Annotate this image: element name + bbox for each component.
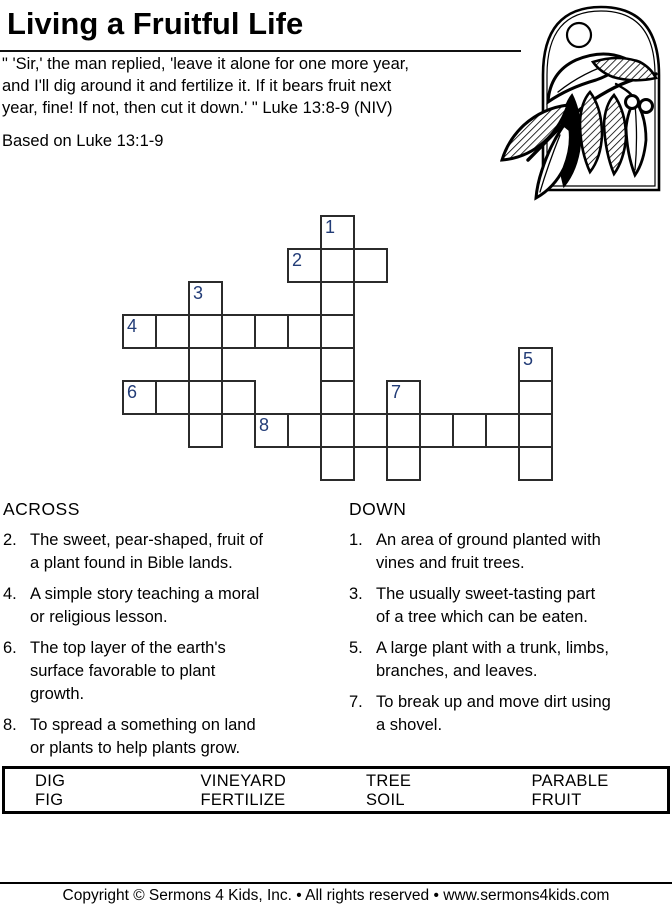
quote-line: and I'll dig around it and fertilize it. If it bears fruit next [2,77,392,95]
bank-word: FIG [35,791,64,809]
crossword-cell[interactable] [188,413,223,448]
footer-divider [0,882,672,884]
crossword-cell[interactable] [320,248,355,283]
grid-clue-number: 1 [325,217,336,237]
crossword-cell[interactable] [254,413,289,448]
clue-number: 7. [349,693,363,711]
clue-text: A simple story teaching a moral or religious lesson. [30,585,260,626]
grid-clue-number: 7 [391,382,402,402]
clue-number: 1. [349,531,363,549]
bank-word: SOIL [366,791,405,809]
crossword-cell[interactable] [221,314,256,349]
crossword-cell[interactable] [518,380,553,415]
clue-text: To spread a something on land or plants to help plants grow. [30,716,256,757]
clue-text: The usually sweet-tasting part of a tree which can be eaten. [376,585,596,626]
down-clue-7 [349,691,669,737]
down-clue-5 [349,637,669,683]
clue-text: To break up and move dirt using a shovel. [376,693,611,734]
across-clue-4 [3,583,343,629]
crossword-cell[interactable] [254,314,289,349]
grid-clue-number: 6 [127,382,138,402]
crossword-cell[interactable] [386,380,421,415]
clue-text: The sweet, pear-shaped, fruit of a plant found in Bible lands. [30,531,263,572]
crossword-cell[interactable] [188,314,223,349]
crossword-cell[interactable] [419,413,454,448]
clue-text: A large plant with a trunk, limbs, branches, and leaves. [376,639,609,680]
grid-clue-number: 3 [193,283,204,303]
bank-word: PARABLE [531,772,609,790]
grid-clue-number: 4 [127,316,138,336]
across-heading: ACROSS [3,499,80,519]
crossword-cell[interactable] [188,347,223,382]
olive-berry [640,100,653,113]
clue-number: 6. [3,639,17,657]
crossword-cell[interactable] [122,314,157,349]
clue-number: 8. [3,716,17,734]
clue-text: The top layer of the earth's surface favorable to plant growth. [30,639,226,703]
down-clue-list [349,529,669,737]
across-clue-6 [3,637,343,706]
bank-word: TREE [366,772,412,790]
across-clue-list [3,529,343,760]
quote-line: " 'Sir,' the man replied, 'leave it alone for one more year, [2,55,409,73]
olive-branch-illustration [498,0,670,210]
sun-circle [567,23,591,47]
crossword-cell[interactable] [320,380,355,415]
word-bank [2,766,670,814]
crossword-cell[interactable] [320,215,355,250]
crossword-cell[interactable] [287,413,322,448]
crossword-cell[interactable] [353,413,388,448]
crossword-cell[interactable] [485,413,520,448]
page-title: Living a Fruitful Life [7,6,304,41]
across-clues [3,499,343,768]
based-on-text: Based on Luke 13:1-9 [2,132,164,150]
down-heading: DOWN [349,499,407,519]
crossword-cell[interactable] [155,380,190,415]
clue-number: 3. [349,585,363,603]
grid-clue-number: 2 [292,250,303,270]
crossword-cell[interactable] [386,446,421,481]
across-clue-2 [3,529,343,575]
across-clue-8 [3,714,343,760]
crossword-cell[interactable] [221,380,256,415]
bank-word: VINEYARD [200,772,287,790]
crossword-cell[interactable] [353,248,388,283]
crossword-cell[interactable] [287,314,322,349]
olive-berry [626,96,639,109]
bank-word: FERTILIZE [200,791,286,809]
down-clues [349,499,669,745]
clue-text: An area of ground planted with vines and fruit trees. [376,531,601,572]
down-clue-3 [349,583,669,629]
clue-number: 2. [3,531,17,549]
down-clue-1 [349,529,669,575]
grid-clue-number: 5 [523,349,534,369]
crossword-cell[interactable] [320,314,355,349]
crossword-cell[interactable] [452,413,487,448]
clue-number: 5. [349,639,363,657]
crossword-cell[interactable] [320,347,355,382]
crossword-cell[interactable] [518,446,553,481]
scripture-quote [2,53,409,119]
crossword-cell[interactable] [122,380,157,415]
crossword-cell[interactable] [155,314,190,349]
crossword-cell[interactable] [386,413,421,448]
crossword-cell[interactable] [518,347,553,382]
grid-clue-number: 8 [259,415,270,435]
title-divider [0,50,521,52]
crossword-cell[interactable] [320,413,355,448]
quote-line: year, fine! If not, then cut it down.' " Luke 13:8-9 (NIV) [2,99,393,117]
bank-word: FRUIT [531,791,582,809]
crossword-cell[interactable] [518,413,553,448]
bank-word: DIG [35,772,66,790]
clue-number: 4. [3,585,17,603]
copyright-text: Copyright © Sermons 4 Kids, Inc. • All rights reserved • www.sermons4kids.com [62,887,610,904]
crossword-cell[interactable] [320,446,355,481]
crossword-cell[interactable] [287,248,322,283]
crossword-cell[interactable] [188,380,223,415]
crossword-cell[interactable] [188,281,223,316]
crossword-grid [122,215,555,482]
crossword-cell[interactable] [320,281,355,316]
